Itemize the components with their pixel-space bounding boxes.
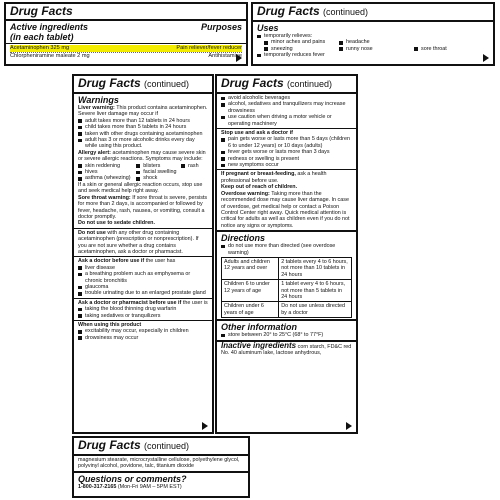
list-item: store between 20° to 25°C (68° to 77°F)	[221, 332, 352, 338]
continue-arrow-icon	[236, 54, 242, 62]
list-item: skin reddening	[78, 163, 136, 169]
divider	[74, 92, 212, 94]
ask-doctor: Ask a doctor before use if the user has	[78, 258, 176, 265]
list-item: asthma (wheezing)	[78, 175, 136, 181]
panel-warnings	[72, 74, 214, 434]
divider	[217, 230, 356, 232]
continue-arrow-icon	[346, 422, 352, 430]
panel-questions	[72, 436, 250, 498]
list-item: do not use more than directed (see overdose warning)	[221, 243, 352, 256]
ingredient-name: Acetaminophen 325 mg	[10, 45, 70, 51]
table-cell: Children 6 to under 12 years of age	[222, 280, 279, 302]
list-item: shock	[136, 175, 208, 181]
directions-table	[221, 257, 352, 318]
allergy-grid	[74, 163, 212, 182]
table-cell: 1 tablet every 4 to 6 hours, not more than 5 tablets in 24 hours	[279, 280, 352, 302]
do-not-use: Do not use with any other drug containing acetaminophen (prescription or nonprescription). If you are not sure whether a drug contains acetaminophen, ask a doctor or pharmacist.	[78, 229, 199, 255]
list-item: redness or swelling is present	[221, 156, 352, 162]
panel2-title: Drug Facts (continued)	[257, 4, 369, 18]
panel1-title: Drug Facts	[10, 4, 73, 18]
continue-arrow-icon	[483, 54, 489, 62]
list-item: temporarily reduces fever	[257, 52, 489, 58]
active-ingredients-subheading: (in each tablet)	[10, 32, 74, 42]
list-item: sore throat	[414, 46, 489, 52]
active-ingredients-heading: Active ingredients	[10, 22, 89, 32]
panel-active-ingredients	[4, 2, 248, 66]
ask-doctor-list	[74, 265, 212, 297]
list-item: adult has 3 or more alcoholic drinks every day while using this product.	[78, 137, 208, 150]
list-item: fever gets worse or lasts more than 3 days	[221, 149, 352, 155]
list-item: a breathing problem such as emphysema or chronic bronchitis	[78, 271, 208, 284]
stop-use-list	[217, 136, 356, 168]
list-item: new symptoms occur	[221, 162, 352, 168]
uses-grid	[253, 39, 493, 52]
list-item: drowsiness may occur	[78, 335, 208, 341]
liver-warning: Liver warning: This product contains acetaminophen. Severe liver damage may occur if	[78, 105, 208, 118]
divider	[74, 454, 248, 456]
when-using: When using this product	[78, 322, 142, 328]
ingredient-purpose: Antihistamine	[208, 52, 242, 59]
directions-heading: Directions	[221, 233, 266, 244]
ingredient-row	[10, 52, 242, 60]
continue-arrow-icon	[202, 422, 208, 430]
table-row	[222, 280, 352, 302]
panel-directions	[215, 74, 358, 434]
divider	[217, 128, 356, 129]
list-item: taken with other drugs containing acetaminophen	[78, 131, 208, 137]
sore-throat-warning: Sore throat warning: If sore throat is severe, persists for more than 2 days, is accompanied or followed by fever, headache, rash, nausea, or vomiting, consult a doctor promptly.	[78, 194, 208, 220]
table-row	[222, 257, 352, 279]
divider	[217, 92, 356, 94]
panel-uses	[251, 2, 495, 66]
divider	[74, 228, 212, 229]
uses-heading: Uses	[257, 23, 279, 33]
divider	[74, 320, 212, 321]
list-item: pain gets worse or lasts more than 5 days (children 6 to under 12 years) or 10 days (adults)	[221, 136, 352, 149]
inactive-ingredients: Inactive ingredients corn starch, FD&C red No. 40 aluminum lake, lactose anhydrous,	[221, 340, 352, 356]
list-item: child takes more than 5 tablets in 24 hours	[78, 124, 208, 130]
warnings-heading: Warnings	[78, 95, 119, 105]
ingredient-row	[6, 45, 246, 52]
pregnancy-warning: If pregnant or breast-feeding, ask a health professional before use.	[221, 171, 327, 184]
drowsiness-list	[217, 95, 356, 127]
when-using-list	[74, 328, 212, 341]
panel4-title: Drug Facts (continued)	[221, 76, 333, 90]
purposes-heading: Purposes	[200, 22, 242, 32]
list-item: minor aches and pains	[264, 39, 339, 45]
list-item: taking sedatives or tranquilizers	[78, 313, 208, 319]
divider	[217, 319, 356, 321]
list-item: avoid alcoholic beverages	[221, 95, 352, 101]
table-row	[222, 302, 352, 318]
list-item: use caution when driving a motor vehicle or operating machinery	[221, 114, 352, 127]
inactive-ingredients-continued: magnesium stearate, microcrystalline cellulose, polyethylene glycol, polyvinyl alcohol, povidone, talc, titanium dioxide	[78, 457, 240, 470]
list-item: taking the blood thinning drug warfarin	[78, 306, 208, 312]
list-item: runny nose	[339, 46, 414, 52]
stop-use: Stop use and ask a doctor if	[221, 130, 293, 137]
panel5-title: Drug Facts (continued)	[78, 438, 190, 452]
list-item: temporarily relieves:	[257, 33, 489, 39]
ask-pharmacist: Ask a doctor or pharmacist before use if the user is	[78, 299, 208, 306]
overdose-warning: Overdose warning: Taking more than the recommended dose may cause liver damage. In case of overdose, get medical help or contact a Poison Control Center right away. Quick medical attention is critical for adults as well as children even if you do not notice any signs or symptoms.	[221, 190, 350, 229]
other-information-heading: Other information	[221, 322, 297, 333]
list-item: hives	[78, 169, 136, 175]
list-item: facial swelling	[136, 169, 208, 175]
keep-out-of-reach: Keep out of reach of children.	[221, 184, 298, 191]
list-item: headache	[339, 39, 414, 45]
questions-heading: Questions or comments?	[78, 473, 187, 484]
list-item: blisters	[136, 163, 181, 169]
list-item: liver disease	[78, 265, 208, 271]
divider	[74, 298, 212, 299]
table-cell: Children under 6 years of age	[222, 302, 279, 318]
list-item: trouble urinating due to an enlarged prostate gland	[78, 290, 208, 296]
divider	[74, 471, 248, 473]
table-cell: Do not use unless directed by a doctor	[279, 302, 352, 318]
list-item: rash	[181, 163, 208, 169]
phone-line	[74, 484, 248, 490]
ingredient-purpose: Pain reliever/fever reducer	[176, 45, 242, 51]
divider	[6, 19, 246, 21]
panel3-title: Drug Facts (continued)	[78, 76, 190, 90]
table-cell: 2 tablets every 4 to 6 hours, not more than 10 tablets in 24 hours	[279, 257, 352, 279]
list-item: glaucoma	[78, 284, 208, 290]
divider	[6, 43, 246, 44]
phone-number: 1-800-317-2165	[78, 483, 117, 490]
allergy-end: If a skin or general allergic reaction occurs, stop use and seek medical help right away.	[78, 181, 203, 195]
sedate-warning: Do not use to sedate children.	[78, 220, 155, 227]
list-item: excitability may occur, especially in children	[78, 328, 208, 334]
ingredient-name: Chlorpheniramine maleate 2 mg	[10, 52, 90, 59]
table-cell: Adults and children 12 years and over	[222, 257, 279, 279]
divider	[74, 256, 212, 257]
list-item: alcohol, sedatives and tranquilizers may increase drowsiness	[221, 101, 352, 114]
ask-pharmacist-list	[74, 306, 212, 319]
liver-list	[74, 118, 212, 150]
list-item: adult takes more than 12 tablets in 24 hours	[78, 118, 208, 124]
divider	[217, 169, 356, 170]
phone-hours: (Mon-Fri 9AM – 5PM EST)	[117, 483, 182, 490]
allergy-alert: Allergy alert: acetaminophen may cause severe skin or severe allergic reactions. Symptoms may include:	[78, 149, 206, 163]
list-item: sneezing	[264, 46, 339, 52]
divider	[253, 20, 493, 22]
